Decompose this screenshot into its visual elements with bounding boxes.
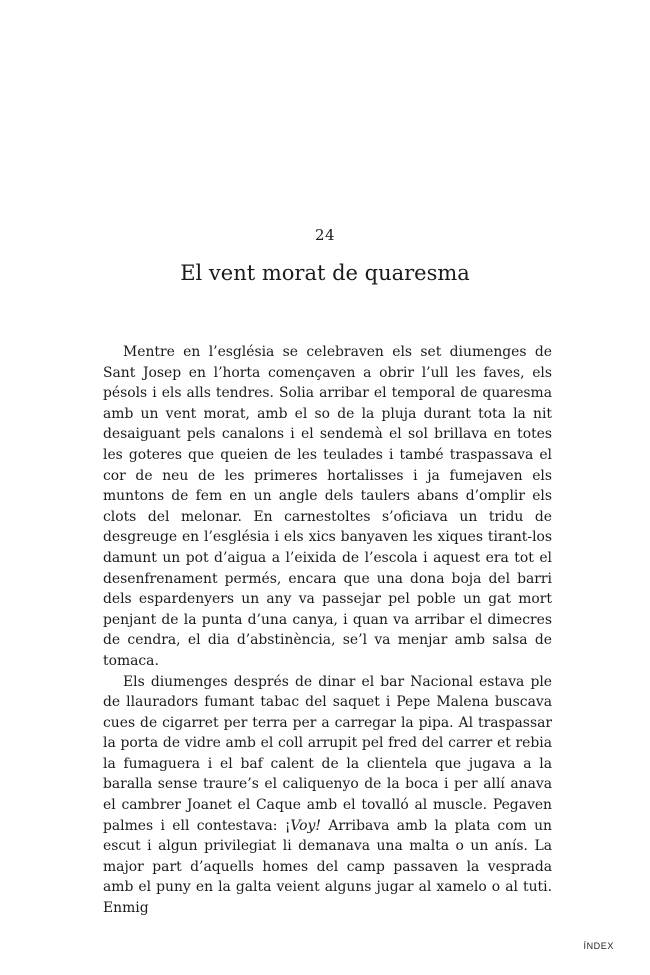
chapter-number: 24: [314, 226, 336, 244]
paragraph-text: Mentre en l’església se celebraven els set diumenges de Sant Josep en l’horta començaven a obrir l’ull les faves, els pésols i els alls tendres. Solia arribar el temporal de quaresma amb un vent morat, amb el so de la pluja durant tota la nit desaiguant pels canalons i el sendemà el sol brillava en totes les goteres que queien de les teulades i també traspassava el cor de neu de les primeres hortalisses i ja fumejaven els muntons de fem en un angle dels taulers abans d’omplir els clots del melonar. En carnestoltes s’oficiava un tridu de desgreuge en l’església i els xics banyaven les xiques tirant-los damunt un pot d’aigua a l’eixida de l’escola i aquest era tot el desenfrenament permés, encara que una dona boja del barri dels espardenyers un any va passejar pel poble un gat mort penjant de la punta d’una canya, i quan va arribar el dimecres de cendra, el dia d’abstinència, se’l va menjar amb salsa de tomaca.: [103, 344, 552, 669]
paragraph: [103, 342, 552, 672]
italic-exclamation: Voy!: [290, 817, 321, 834]
paragraph-text: Els diumenges després de dinar el bar Nacional estava ple de llauradors fumant tabac del saquet i Pepe Malena buscava cues de cigarret per terra per a carregar la pipa. Al traspassar la porta de vidre amb el coll arrupit pel fred del carrer et rebia la fumaguera i el baf calent de la clientela que jugava a la baralla sense traure’s el caliquenyo de la boca i per allí anava el cambrer Joanet el Caque amb el tovalló al muscle. Pegaven palmes i ell contestava: ¡: [103, 673, 552, 834]
chapter-title: El vent morat de quaresma: [180, 261, 470, 285]
paragraph-text: Arribava amb la plata com un escut i algun privilegiat li demanava una malta o un anís. La major part d’aquells homes del camp passaven la vesprada amb el puny en la galta veient alguns jugar al xamelo o al tuti. Enmig: [103, 817, 552, 917]
chapter-body: [103, 342, 552, 919]
paragraph: [103, 672, 552, 919]
index-link[interactable]: ÍNDEX: [583, 941, 614, 951]
